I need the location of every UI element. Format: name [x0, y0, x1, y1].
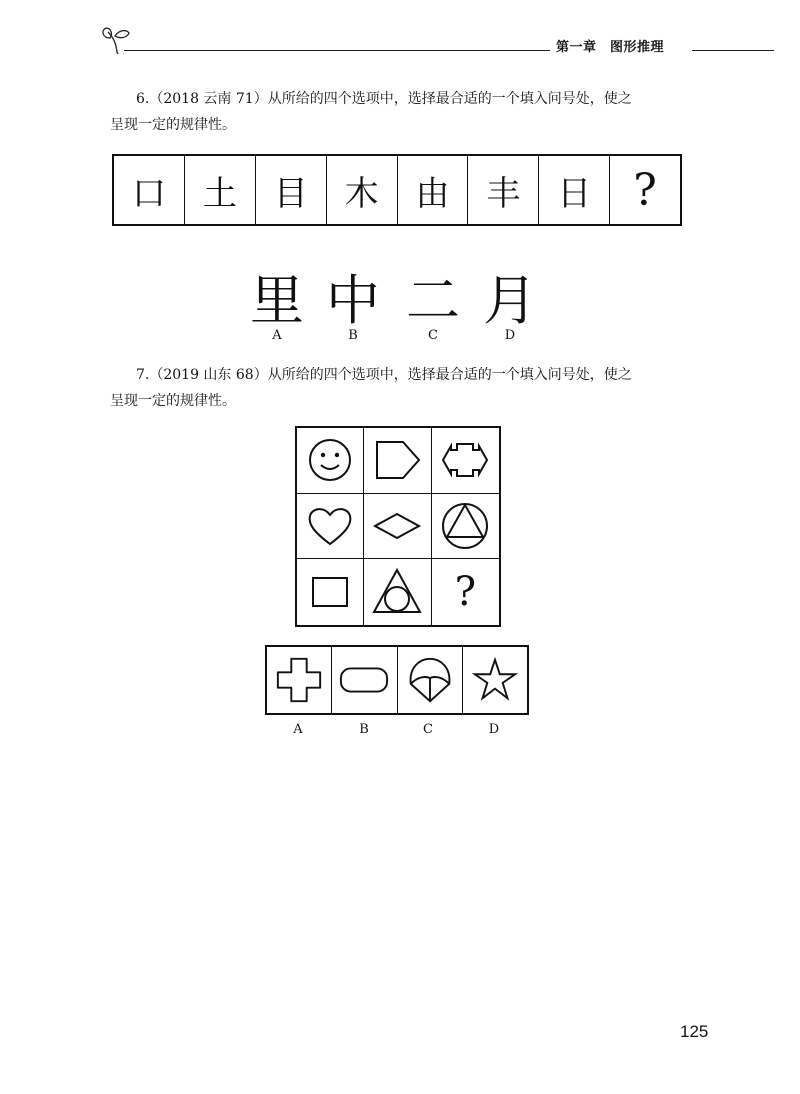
q6-option-d-char: 月	[483, 269, 537, 332]
star-icon	[470, 655, 520, 705]
q7-text-line1: 7.（2019 山东 68）从所给的四个选项中，选择最合适的一个填入问号处，使之	[136, 367, 632, 383]
q6-option-c-label: C	[428, 328, 438, 343]
sequence-cell: 由	[398, 156, 469, 224]
triangle-in-circle-icon	[439, 500, 491, 552]
pentagon-arrow-icon	[371, 434, 423, 486]
smiley-face-icon	[304, 434, 356, 486]
question-mark: ?	[454, 569, 477, 616]
q7-option-c[interactable]	[398, 647, 463, 713]
grid-cell	[364, 494, 431, 560]
grid-cell	[297, 559, 364, 625]
q7-option-c-label: C	[423, 722, 433, 737]
q7-option-b-label: B	[359, 722, 369, 737]
heart-icon	[304, 500, 356, 552]
chapter-title: 第一章 图形推理	[556, 40, 665, 55]
q7-options-row	[265, 645, 529, 715]
q6-text-line2: 呈现一定的规律性。	[110, 117, 236, 133]
grid-cell	[364, 559, 431, 625]
q7-option-d-label: D	[488, 722, 500, 737]
rectangle-icon	[304, 566, 356, 618]
q7-option-a[interactable]	[267, 647, 332, 713]
grid-cell	[432, 428, 499, 494]
q6-option-d-label: D	[504, 328, 516, 343]
q6-option-c-char: 二	[406, 269, 460, 332]
double-arrow-cross-icon	[439, 434, 491, 486]
q6-sequence-strip	[112, 154, 682, 226]
q7-puzzle-grid	[295, 426, 501, 627]
q7-text-line2: 呈现一定的规律性。	[110, 393, 236, 409]
q6-option-a-char: 里	[250, 269, 304, 332]
grid-cell	[297, 428, 364, 494]
sequence-cell: 土	[185, 156, 256, 224]
rounded-rectangle-icon	[339, 655, 389, 705]
header-rule-right	[692, 50, 774, 51]
grid-cell	[432, 494, 499, 560]
q7-option-a-label: A	[293, 722, 303, 737]
circle-in-triangle-icon	[371, 566, 423, 618]
question-mark-cell: ?	[633, 164, 657, 216]
grid-cell	[297, 494, 364, 560]
q7-option-b[interactable]	[332, 647, 397, 713]
sequence-cell: 丰	[468, 156, 539, 224]
q7-option-d[interactable]	[463, 647, 527, 713]
cross-icon	[274, 655, 324, 705]
arch-with-curve-icon	[405, 655, 455, 705]
sequence-cell: 口	[114, 156, 185, 224]
header-rule-left	[124, 50, 550, 51]
sequence-cell: 目	[256, 156, 327, 224]
q6-option-b-char: 中	[326, 269, 380, 332]
page-number: 125	[680, 1022, 709, 1041]
grid-cell	[364, 428, 431, 494]
diamond-icon	[371, 500, 423, 552]
q6-option-b-label: B	[348, 328, 358, 343]
grid-cell	[432, 559, 499, 625]
q6-text-line1: 6.（2018 云南 71）从所给的四个选项中，选择最合适的一个填入问号处，使之	[136, 91, 632, 107]
sequence-cell: 木	[327, 156, 398, 224]
q6-option-a-label: A	[272, 328, 282, 343]
sequence-cell: 日	[539, 156, 610, 224]
